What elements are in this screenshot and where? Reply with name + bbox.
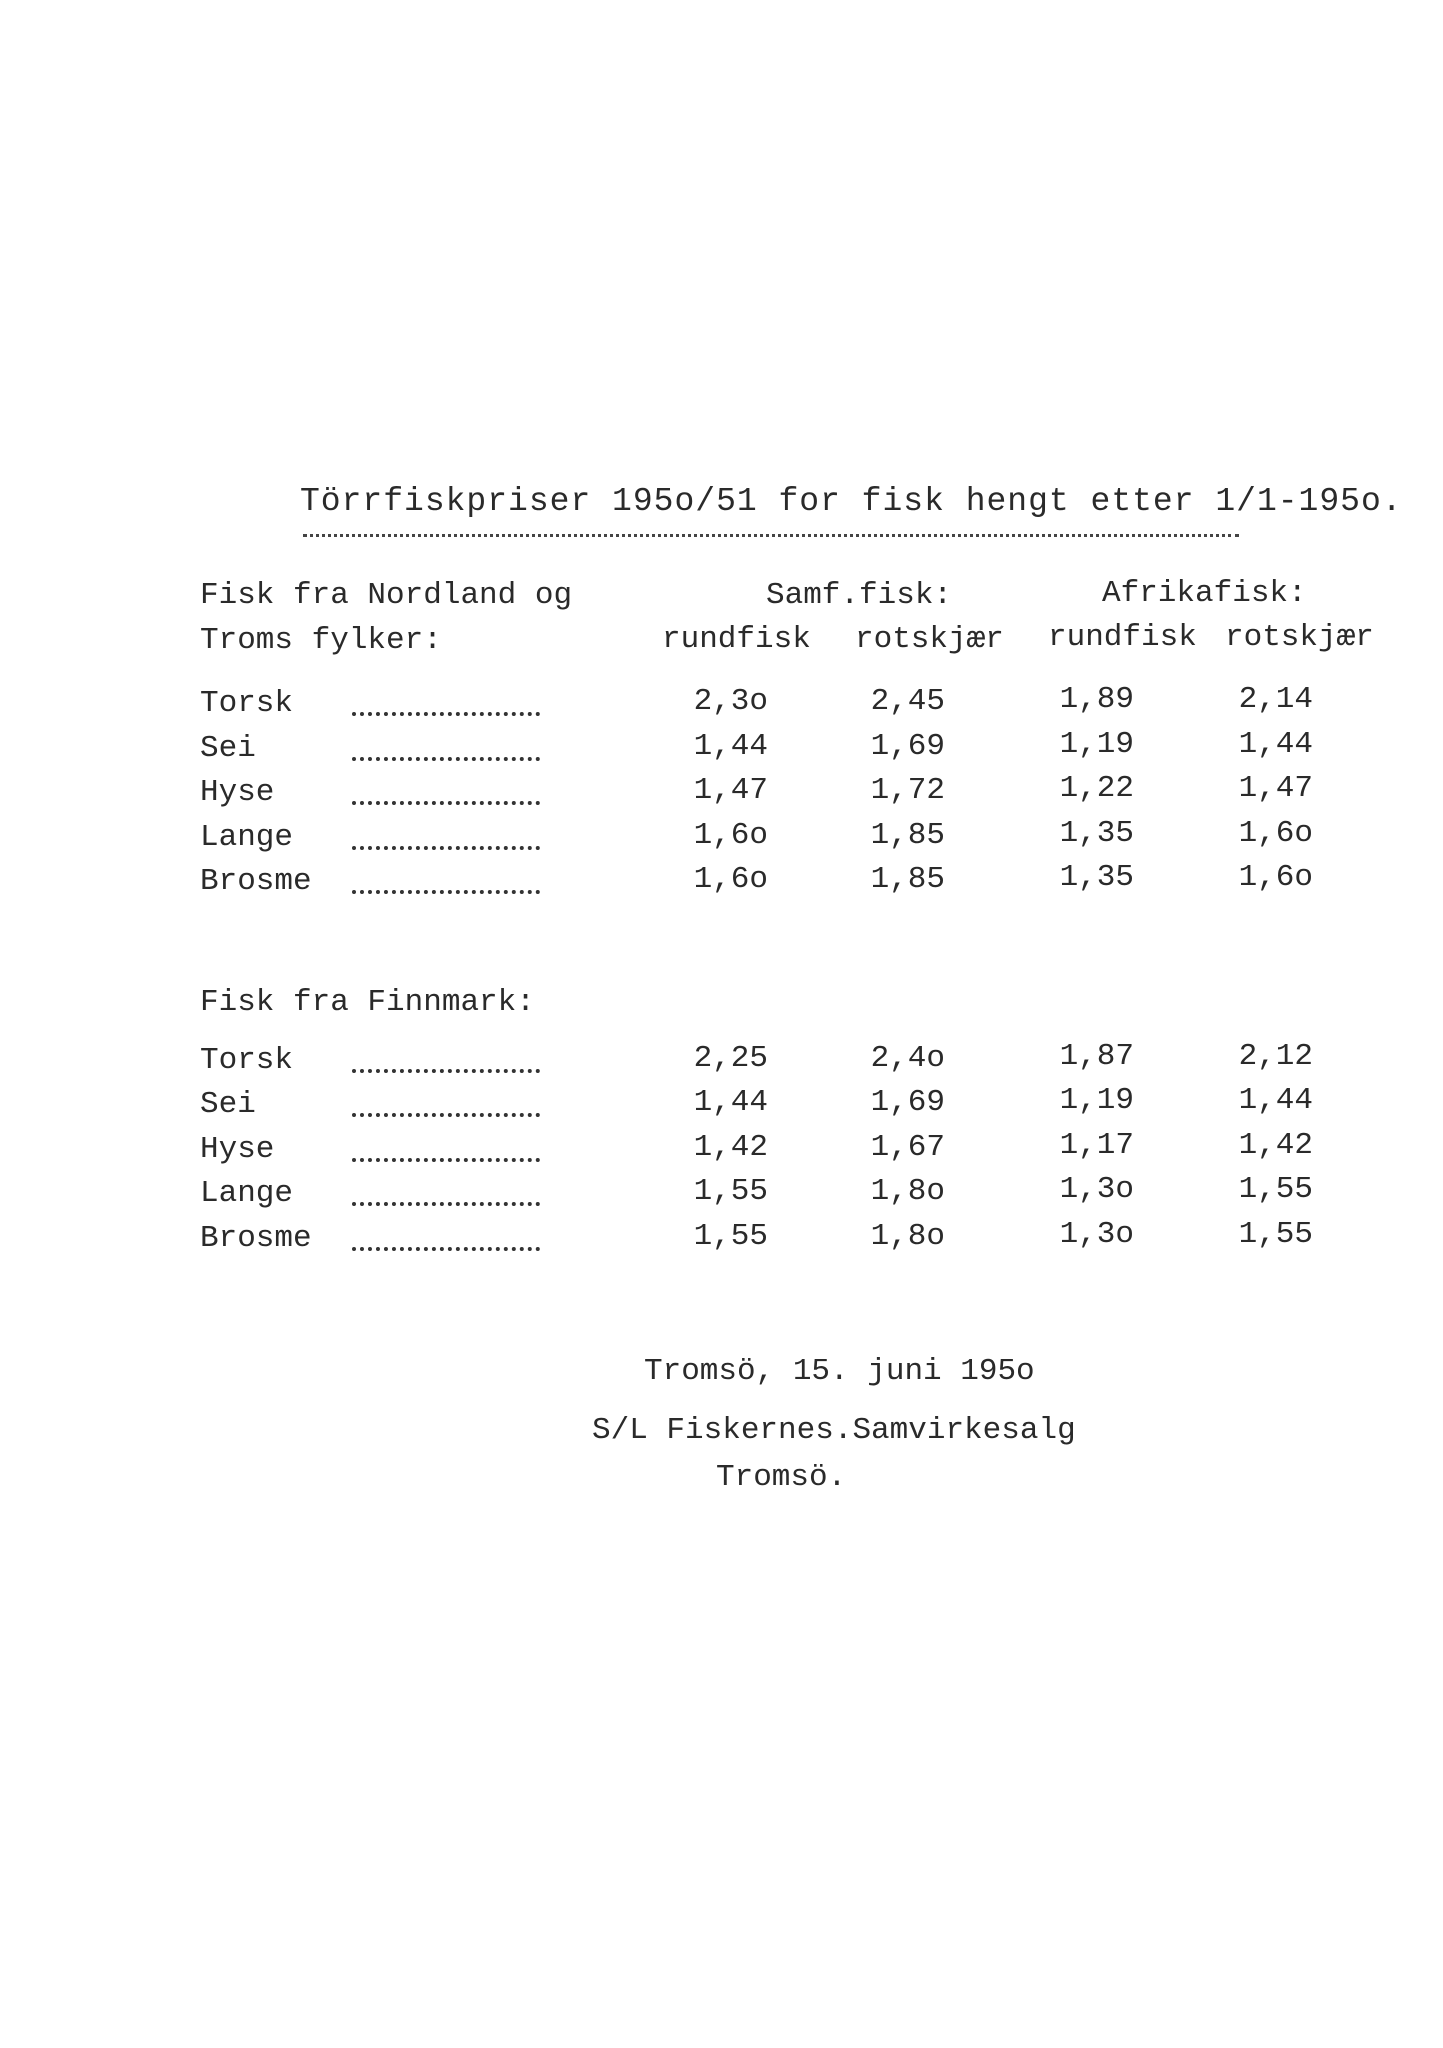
value-cell: 1,55 <box>1238 1172 1313 1207</box>
row-label: Hyse <box>200 775 275 810</box>
section2-heading: Fisk fra Finnmark: <box>200 985 535 1020</box>
value-cell: 1,55 <box>1238 1217 1313 1252</box>
dotted-leader <box>352 801 540 805</box>
dotted-leader <box>352 712 540 716</box>
row-label: Lange <box>200 1176 294 1211</box>
value-cell: 1,44 <box>693 1085 768 1120</box>
value-cell: 1,55 <box>693 1219 768 1254</box>
footer-organization: S/L Fiskernes.Samvirkesalg <box>592 1413 1076 1448</box>
column-header-rotskjaer-2: rotskjær <box>1225 620 1374 655</box>
value-cell: 1,42 <box>693 1130 768 1165</box>
dotted-leader <box>352 757 540 761</box>
value-cell: 1,47 <box>1238 771 1313 806</box>
value-cell: 2,4o <box>870 1041 945 1076</box>
value-cell: 1,6o <box>693 862 768 897</box>
value-cell: 2,14 <box>1238 682 1313 717</box>
value-cell: 1,35 <box>1059 860 1134 895</box>
value-cell: 1,44 <box>1238 727 1313 762</box>
dotted-leader <box>352 1158 540 1162</box>
row-label: Sei <box>200 1087 256 1122</box>
value-cell: 2,12 <box>1238 1039 1313 1074</box>
value-cell: 1,47 <box>693 773 768 808</box>
value-cell: 1,89 <box>1059 682 1134 717</box>
value-cell: 1,42 <box>1238 1128 1313 1163</box>
value-cell: 1,72 <box>870 773 945 808</box>
row-label: Torsk <box>200 686 294 721</box>
value-cell: 1,6o <box>1238 816 1313 851</box>
group-header-afrika: Afrikafisk: <box>1102 576 1307 611</box>
value-cell: 1,35 <box>1059 816 1134 851</box>
value-cell: 1,6o <box>693 818 768 853</box>
document-title: Törrfiskpriser 195o/51 for fisk hengt etter 1/1-195o. <box>300 483 1403 520</box>
row-label: Torsk <box>200 1043 294 1078</box>
dotted-leader <box>352 1113 540 1117</box>
dotted-leader <box>352 890 540 894</box>
value-cell: 1,19 <box>1059 727 1134 762</box>
section1-heading-line2: Troms fylker: <box>200 623 442 658</box>
title-dotted-underline <box>303 534 1239 537</box>
value-cell: 1,22 <box>1059 771 1134 806</box>
column-header-rundfisk-1: rundfisk <box>662 622 811 657</box>
value-cell: 1,6o <box>1238 860 1313 895</box>
value-cell: 2,3o <box>693 684 768 719</box>
value-cell: 2,45 <box>870 684 945 719</box>
group-header-samf: Samf.fisk: <box>766 578 953 613</box>
value-cell: 1,8o <box>870 1219 945 1254</box>
footer-place-date: Tromsö, 15. juni 195o <box>644 1354 1035 1389</box>
dotted-leader <box>352 1247 540 1251</box>
value-cell: 1,8o <box>870 1174 945 1209</box>
section1-heading-line1: Fisk fra Nordland og <box>200 578 573 613</box>
row-label: Hyse <box>200 1132 275 1167</box>
column-header-rotskjaer-1: rotskjær <box>855 622 1004 657</box>
value-cell: 1,17 <box>1059 1128 1134 1163</box>
value-cell: 1,87 <box>1059 1039 1134 1074</box>
row-label: Sei <box>200 731 256 766</box>
column-header-rundfisk-2: rundfisk <box>1048 620 1197 655</box>
value-cell: 1,55 <box>693 1174 768 1209</box>
row-label: Brosme <box>200 864 312 899</box>
value-cell: 1,69 <box>870 729 945 764</box>
value-cell: 1,3o <box>1059 1172 1134 1207</box>
value-cell: 1,69 <box>870 1085 945 1120</box>
dotted-leader <box>352 846 540 850</box>
value-cell: 1,44 <box>693 729 768 764</box>
dotted-leader <box>352 1202 540 1206</box>
value-cell: 1,85 <box>870 818 945 853</box>
value-cell: 1,67 <box>870 1130 945 1165</box>
value-cell: 2,25 <box>693 1041 768 1076</box>
value-cell: 1,85 <box>870 862 945 897</box>
row-label: Lange <box>200 820 294 855</box>
value-cell: 1,44 <box>1238 1083 1313 1118</box>
value-cell: 1,19 <box>1059 1083 1134 1118</box>
dotted-leader <box>352 1069 540 1073</box>
value-cell: 1,3o <box>1059 1217 1134 1252</box>
row-label: Brosme <box>200 1221 312 1256</box>
footer-city: Tromsö. <box>716 1460 847 1495</box>
